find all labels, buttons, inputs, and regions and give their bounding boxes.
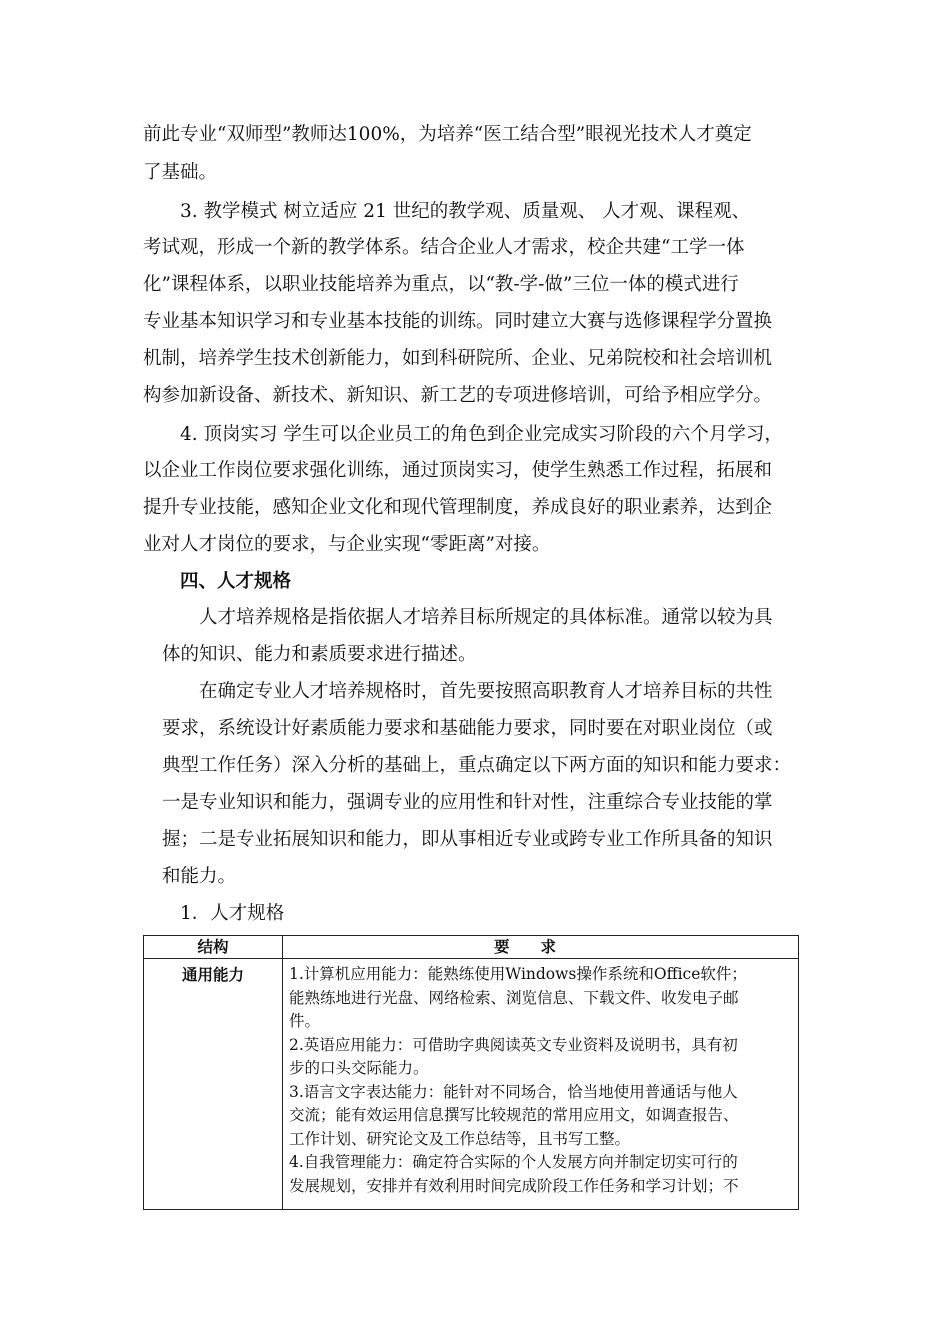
- requirement-cell: [283, 959, 799, 1210]
- body-text-line: 考试观，形成一个新的教学体系。结合企业人才需求，校企共建“工学一体: [143, 237, 745, 258]
- structure-cell: 通用能力: [144, 959, 283, 1210]
- requirement-line: 件。: [289, 1012, 321, 1030]
- body-text-line: 化”课程体系，以职业技能培养为重点，以“教-学-做”三位一体的模式进行: [143, 274, 739, 295]
- table-row: [144, 959, 799, 1210]
- header-requirements-text: 要求: [493, 938, 587, 956]
- requirement-line: 工作计划、研究论文及工作总结等，且书写工整。: [289, 1129, 631, 1148]
- body-text-line: 了基础。: [143, 162, 218, 183]
- body-text-line: 构参加新设备、新技术、新知识、新工艺的专项进修培训，可给予相应学分。: [143, 385, 773, 406]
- requirement-line: 4.自我管理能力：确定符合实际的个人发展方向并制定切实可行的: [289, 1153, 738, 1171]
- section-heading: 四、人才规格: [180, 571, 292, 592]
- header-requirements: [283, 936, 799, 959]
- body-text-line: 专业基本知识学习和专业基本技能的训练。同时建立大赛与选修课程学分置换: [143, 311, 773, 332]
- body-text-line: 4. 顶岗实习 学生可以企业员工的角色到企业完成实习阶段的六个月学习，: [180, 424, 783, 445]
- body-text-line: 前此专业“双师型”教师达100%，为培养“医工结合型”眼视光技术人才奠定: [143, 124, 752, 145]
- header-structure: 结构: [144, 936, 283, 959]
- section-text-line: 在确定专业人才培养规格时，首先要按照高职教育人才培养目标的共性: [199, 681, 773, 702]
- section-text-line: 典型工作任务）深入分析的基础上，重点确定以下两方面的知识和能力要求：: [162, 755, 792, 776]
- requirement-line: 能熟练地进行光盘、网络检索、浏览信息、下载文件、收发电子邮: [289, 988, 739, 1007]
- section-text-line: 一是专业知识和能力，强调专业的应用性和针对性，注重综合专业技能的掌: [162, 792, 773, 813]
- requirement-line: 发展规划，安排并有效利用时间完成阶段工作任务和学习计划；不: [289, 1176, 739, 1195]
- subheading: 1．人才规格: [180, 903, 285, 924]
- body-text-line: 业对人才岗位的要求，与企业实现“零距离”对接。: [143, 534, 551, 555]
- section-text-line: 人才培养规格是指依据人才培养目标所规定的具体标准。通常以较为具: [199, 607, 773, 628]
- table-header-row: [144, 936, 799, 959]
- body-text-line: 提升专业技能，感知企业文化和现代管理制度，养成良好的职业素养，达到企: [143, 497, 773, 518]
- body-text-line: 以企业工作岗位要求强化训练，通过顶岗实习，使学生熟悉工作过程，拓展和: [143, 460, 773, 481]
- requirement-line: 步的口头交际能力。: [289, 1059, 429, 1077]
- requirement-line: 2.英语应用能力：可借助字典阅读英文专业资料及说明书，具有初: [289, 1035, 738, 1054]
- requirement-line: 3.语言文字表达能力：能针对不同场合，恰当地使用普通话与他人: [289, 1082, 738, 1101]
- section-text-line: 要求，系统设计好素质能力要求和基础能力要求，同时要在对职业岗位（或: [162, 718, 773, 739]
- talent-spec-table: [143, 935, 799, 1210]
- section-text-line: 体的知识、能力和素质要求进行描述。: [162, 644, 477, 665]
- section-text-line: 和能力。: [162, 866, 237, 887]
- body-text-line: 3. 教学模式 树立适应 21 世纪的教学观、质量观、 人才观、课程观、: [180, 201, 751, 222]
- requirement-line: 交流；能有效运用信息撰写比较规范的常用应用文，如调查报告、: [289, 1106, 739, 1124]
- section-text-line: 握；二是专业拓展知识和能力，即从事相近专业或跨专业工作所具备的知识: [162, 829, 773, 850]
- body-text-line: 机制，培养学生技术创新能力，如到科研院所、企业、兄弟院校和社会培训机: [143, 348, 773, 369]
- requirement-line: 1.计算机应用能力：能熟练使用Windows操作系统和Office软件；: [289, 965, 747, 983]
